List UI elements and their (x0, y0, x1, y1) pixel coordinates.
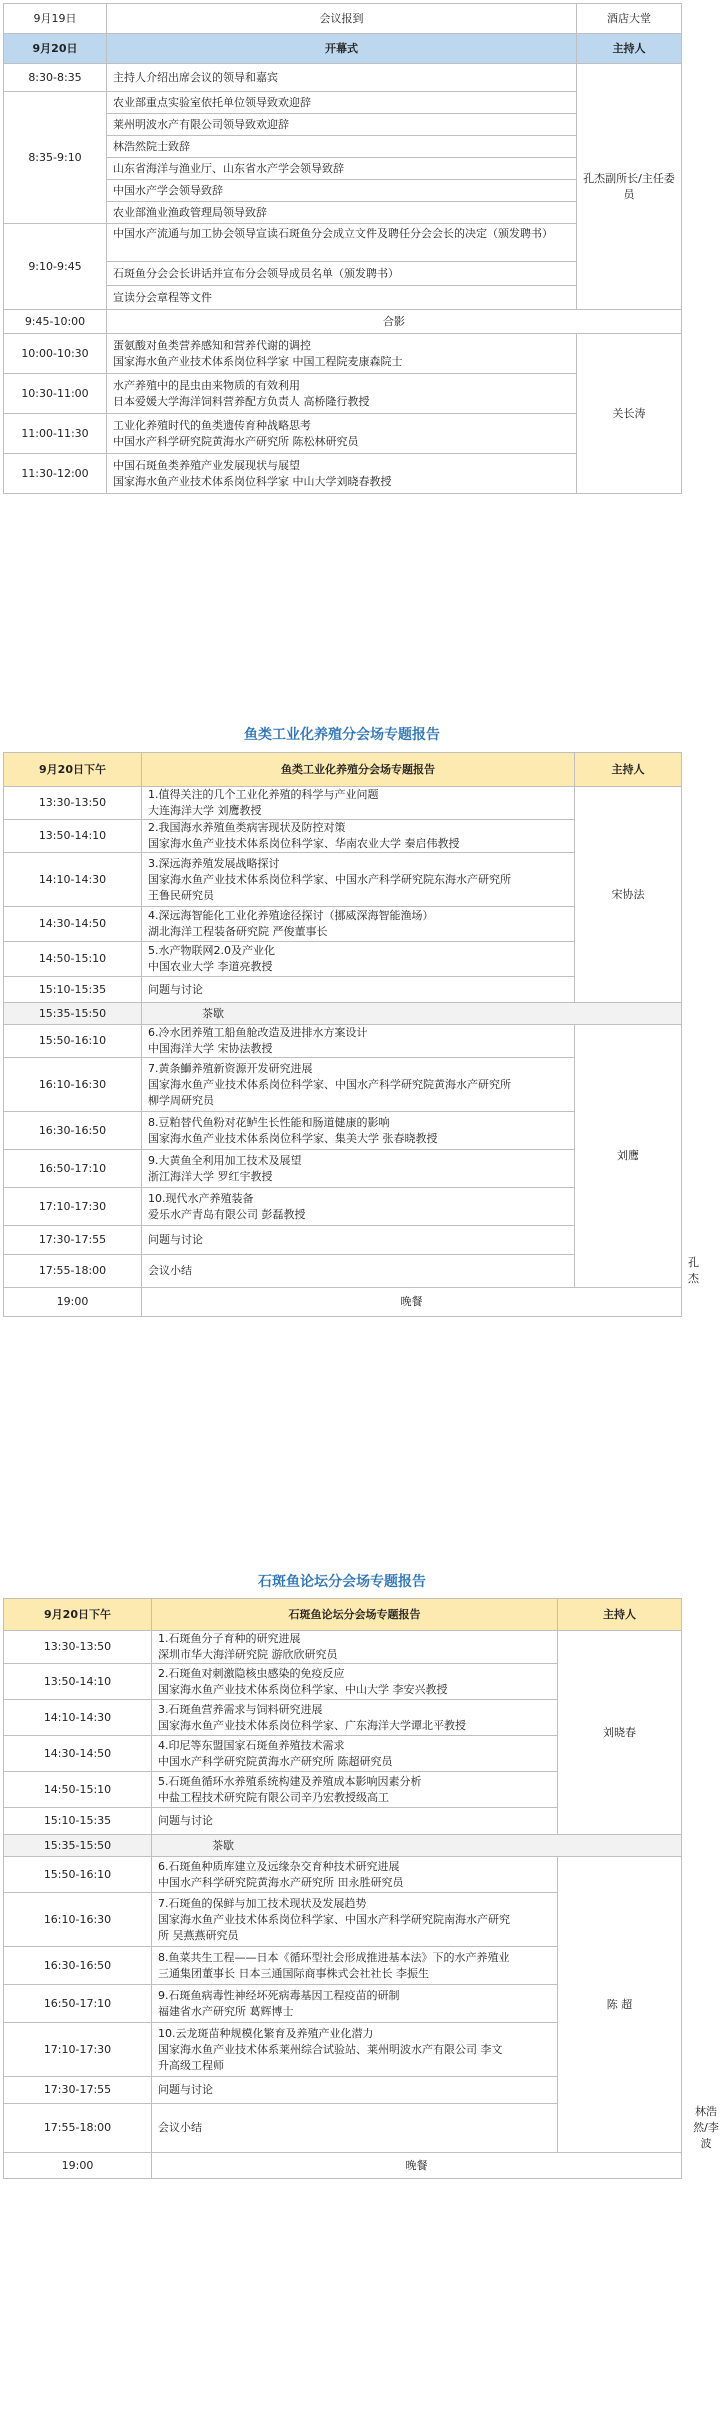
content-cell (152, 1893, 558, 1947)
talk-title: 工业化养殖时代的鱼类遗传育种战略思考 (113, 418, 311, 432)
talk-title: 2.石斑鱼对刺激隐核虫感染的免疫反应 (158, 1666, 345, 1680)
content-cell (142, 853, 575, 907)
speaker: 国家海水鱼产业技术体系岗位科学家、中山大学 李安兴教授 (158, 1682, 448, 1696)
host-cell (558, 1857, 682, 2153)
talk-title: 2.我国海水养殖鱼类病害现状及防控对策 (148, 821, 346, 834)
list-item: 农业部渔业渔政管理局领导致辞 (113, 206, 267, 219)
speaker: 中国水产科学研究院黄海水产研究所 陈松林研究员 (113, 434, 359, 448)
arrival-place: 酒店大堂 (577, 4, 682, 34)
table-row (4, 334, 682, 374)
opening-header-date: 9月20日 (4, 34, 107, 64)
list-item: 石斑鱼分会会长讲话并宣布分会领导成员名单（颁发聘书） (107, 262, 576, 286)
time-cell: 8:35-9:10 (4, 92, 107, 224)
table-row (4, 1835, 682, 1857)
content-cell (142, 787, 575, 820)
time-cell: 15:35-15:50 (4, 1835, 152, 1857)
time-cell: 11:30-12:00 (4, 454, 107, 494)
speaker: 国家海水鱼产业技术体系岗位科学家、中国水产科学研究院南海水产研究 (158, 1912, 510, 1926)
host-cell (577, 334, 682, 494)
talk-title: 4.深远海智能化工业化养殖途径探讨（挪威深海智能渔场） (148, 909, 434, 922)
time-cell: 16:30-16:50 (4, 1112, 142, 1150)
talk-title: 问题与讨论 (158, 1814, 213, 1827)
talk-title: 问题与讨论 (158, 2083, 213, 2096)
host-name: 刘鹰 (617, 1149, 639, 1162)
table-row (4, 1631, 682, 1664)
time-cell: 15:10-15:35 (4, 1808, 152, 1835)
time-cell: 17:55-18:00 (4, 1255, 142, 1288)
content-cell (107, 414, 577, 454)
speaker: 升高级工程师 (158, 2058, 224, 2072)
host-name: 孔杰副所长/主任委员 (583, 171, 675, 201)
host-name: 关长涛 (612, 406, 646, 420)
content-cell (152, 1857, 558, 1893)
talk-title: 5.石斑鱼循环水养殖系统构建及养殖成本影响因素分析 (158, 1774, 422, 1788)
arrival-row (4, 4, 682, 34)
time-cell: 16:10-16:30 (4, 1893, 152, 1947)
content-cell (107, 454, 577, 494)
speaker: 三通集团董事长 日本三通国际商事株式会社社长 李振生 (158, 1966, 429, 1980)
talk-title: 1.石斑鱼分子育种的研究进展 (158, 1632, 301, 1645)
talk-title: 9.大黄鱼全利用加工技术及展望 (148, 1153, 302, 1167)
time-cell: 10:00-10:30 (4, 334, 107, 374)
talk-title: 茶歇 (212, 1838, 234, 1852)
header-title: 石斑鱼论坛分会场专题报告 (152, 1599, 558, 1631)
speaker: 爱乐水产青岛有限公司 彭磊教授 (148, 1207, 306, 1221)
content-cell (152, 2023, 558, 2077)
talk-title: 晚餐 (405, 2158, 428, 2172)
opening-header-title: 开幕式 (107, 34, 577, 64)
speaker: 深圳市华大海洋研究院 游欣欣研究员 (158, 1648, 338, 1661)
table-row (4, 310, 682, 334)
content-cell (152, 1772, 558, 1808)
speaker: 浙江海洋大学 罗红宇教授 (148, 1169, 273, 1183)
time-cell: 14:30-14:50 (4, 907, 142, 942)
talk-title: 茶歇 (202, 1006, 224, 1020)
time-cell: 14:10-14:30 (4, 853, 142, 907)
talk-title: 10.云龙斑苗种规模化繁育及养殖产业化潜力 (158, 2026, 374, 2040)
content-cell (142, 1288, 682, 1317)
time-cell: 16:30-16:50 (4, 1947, 152, 1985)
talk-title: 10.现代水产养殖装备 (148, 1191, 254, 1205)
content-cell (107, 374, 577, 414)
speaker: 中国水产科学研究院黄海水产研究所 陈超研究员 (158, 1754, 393, 1768)
list-item: 农业部重点实验室依托单位领导致欢迎辞 (107, 92, 576, 114)
content-cell (142, 942, 575, 977)
speaker: 国家海水鱼产业技术体系岗位科学家 中山大学刘晓春教授 (113, 474, 392, 488)
content-cell (142, 1255, 575, 1288)
grouper-session-table (3, 1598, 719, 2179)
header-date: 9月20日下午 (4, 1599, 152, 1631)
content-cell (142, 1003, 682, 1025)
time-cell: 15:35-15:50 (4, 1003, 142, 1025)
time-cell: 17:30-17:55 (4, 1226, 142, 1255)
opening-header-row (4, 34, 682, 64)
speaker: 国家海水鱼产业技术体系岗位科学家、集美大学 张春晓教授 (148, 1131, 438, 1145)
grouper-header-row (4, 1599, 682, 1631)
host-name: 刘晓春 (603, 1725, 636, 1739)
speaker: 国家海水鱼产业技术体系岗位科学家、华南农业大学 秦启伟教授 (148, 837, 460, 850)
talk-title: 5.水产物联网2.0及产业化 (148, 944, 275, 957)
content-cell (142, 907, 575, 942)
speaker: 国家海水鱼产业技术体系莱州综合试验站、莱州明波水产有限公司 李文 (158, 2042, 503, 2056)
talk-title: 会议小结 (148, 1264, 192, 1277)
content-cell (107, 92, 577, 224)
talk-title: 问题与讨论 (148, 982, 203, 996)
content-cell (152, 1631, 558, 1664)
host-cell (558, 1631, 682, 1835)
content-cell (142, 1150, 575, 1188)
opening-schedule-table (3, 3, 682, 494)
time-cell: 15:50-16:10 (4, 1857, 152, 1893)
time-cell: 15:10-15:35 (4, 977, 142, 1003)
content-cell (152, 1985, 558, 2023)
header-date: 9月20日下午 (4, 753, 142, 787)
content-cell (152, 1808, 558, 1835)
host-name: 宋协法 (611, 887, 645, 901)
list-item: 中国水产流通与加工协会领导宣读石斑鱼分会成立文件及聘任分会会长的决定（颁发聘书） (107, 224, 576, 262)
speaker: 所 吴燕燕研究员 (158, 1928, 239, 1942)
talk-title: 7.黄条鰤养殖新资源开发研究进展 (148, 1061, 313, 1075)
time-cell: 14:50-15:10 (4, 1772, 152, 1808)
list-item: 莱州明波水产有限公司领导致欢迎辞 (107, 114, 576, 136)
talk-title: 1.值得关注的几个工业化养殖的科学与产业问题 (148, 788, 379, 801)
opening-header-host: 主持人 (577, 34, 682, 64)
content-cell (142, 1188, 575, 1226)
list-item: 中国水产学会领导致辞 (107, 180, 576, 202)
talk-title: 8.鱼菜共生工程——日本《循环型社会形成推进基本法》下的水产养殖业 (158, 1950, 510, 1964)
speaker: 中盐工程技术研究院有限公司辛乃宏教授级高工 (158, 1790, 389, 1804)
content-cell (142, 1025, 575, 1058)
speaker: 大连海洋大学 刘鹰教授 (148, 804, 262, 817)
content-cell (107, 224, 577, 310)
time-cell: 17:10-17:30 (4, 2023, 152, 2077)
arrival-date: 9月19日 (4, 4, 107, 34)
table-row (4, 1025, 682, 1058)
time-cell: 16:10-16:30 (4, 1058, 142, 1112)
content-cell (142, 977, 575, 1003)
content-cell (142, 1058, 575, 1112)
time-cell: 9:10-9:45 (4, 224, 107, 310)
speaker: 国家海水鱼产业技术体系岗位科学家、广东海洋大学谭北平教授 (158, 1718, 466, 1732)
talk-title: 问题与讨论 (148, 1233, 203, 1246)
content-cell (142, 820, 575, 853)
content-cell: 合影 (107, 310, 682, 334)
time-cell: 17:10-17:30 (4, 1188, 142, 1226)
content-cell (152, 1947, 558, 1985)
talk-title: 6.石斑鱼种质库建立及远缘杂交育种技术研究进展 (158, 1859, 400, 1873)
talk-title: 7.石斑鱼的保鲜与加工技术现状及发展趋势 (158, 1896, 367, 1910)
talk-title: 晚餐 (400, 1295, 423, 1308)
talk-title: 蛋氨酸对鱼类营养感知和营养代谢的调控 (113, 338, 311, 352)
header-host: 主持人 (558, 1599, 682, 1631)
time-cell: 15:50-16:10 (4, 1025, 142, 1058)
time-cell: 13:50-14:10 (4, 820, 142, 853)
content-cell (152, 1835, 682, 1857)
time-cell: 8:30-8:35 (4, 64, 107, 92)
speaker: 国家海水鱼产业技术体系岗位科学家、中国水产科学研究院黄海水产研究所 (148, 1077, 511, 1091)
arrival-title: 会议报到 (107, 4, 577, 34)
content-cell (152, 1700, 558, 1736)
header-host: 主持人 (575, 753, 682, 787)
content-cell (152, 1736, 558, 1772)
talk-title: 水产养殖中的昆虫由来物质的有效利用 (113, 378, 300, 392)
table-row (4, 1857, 682, 1893)
content-cell (152, 2153, 682, 2179)
speaker: 中国农业大学 李道亮教授 (148, 960, 273, 973)
time-cell: 16:50-17:10 (4, 1150, 142, 1188)
speaker: 王鲁民研究员 (148, 888, 214, 902)
time-cell: 19:00 (4, 2153, 152, 2179)
time-cell: 14:50-15:10 (4, 942, 142, 977)
speaker: 福建省水产研究所 葛辉博士 (158, 2004, 294, 2018)
time-cell: 16:50-17:10 (4, 1985, 152, 2023)
speaker: 国家海水鱼产业技术体系岗位科学家 中国工程院麦康森院士 (113, 354, 403, 368)
table-row (4, 2153, 682, 2179)
host-name: 孔杰 (688, 1256, 699, 1285)
talk-title: 3.石斑鱼营养需求与饲料研究进展 (158, 1702, 323, 1716)
time-cell: 10:30-11:00 (4, 374, 107, 414)
content-cell (107, 334, 577, 374)
list-item: 宣读分会章程等文件 (113, 291, 212, 304)
content-cell (142, 1112, 575, 1150)
time-cell: 13:30-13:50 (4, 1631, 152, 1664)
time-cell: 13:50-14:10 (4, 1664, 152, 1700)
content-cell (142, 1226, 575, 1255)
table-row (4, 1288, 682, 1317)
talk-title: 4.印尼等东盟国家石斑鱼养殖技术需求 (158, 1738, 345, 1752)
speaker: 中国水产科学研究院黄海水产研究所 田永胜研究员 (158, 1875, 404, 1889)
talk-title: 6.冷水团养殖工船鱼舱改造及进排水方案设计 (148, 1026, 368, 1039)
speaker: 日本爱媛大学海洋饲料营养配方负责人 高桥隆行教授 (113, 394, 370, 408)
industrial-session-table (3, 752, 699, 1317)
host-cell (577, 64, 682, 310)
time-cell: 19:00 (4, 1288, 142, 1317)
speaker: 柳学周研究员 (148, 1093, 214, 1107)
time-cell: 13:30-13:50 (4, 787, 142, 820)
list-item: 林浩然院士致辞 (107, 136, 576, 158)
content-cell (152, 2104, 558, 2153)
section-title-industrial: 鱼类工业化养殖分会场专题报告 (244, 727, 440, 743)
talk-title: 中国石斑鱼类养殖产业发展现状与展望 (113, 458, 300, 472)
host-name: 陈 超 (606, 1997, 633, 2011)
content-cell (152, 1664, 558, 1700)
host-cell (575, 1025, 682, 1288)
talk-title: 3.深远海养殖发展战略探讨 (148, 856, 280, 870)
talk-title: 8.豆粕替代鱼粉对花鲈生长性能和肠道健康的影响 (148, 1115, 390, 1129)
speaker: 湖北海洋工程装备研究院 严俊董事长 (148, 925, 328, 938)
header-title: 鱼类工业化养殖分会场专题报告 (142, 753, 575, 787)
list-item: 山东省海洋与渔业厅、山东省水产学会领导致辞 (107, 158, 576, 180)
time-cell: 14:30-14:50 (4, 1736, 152, 1772)
table-row (4, 64, 682, 92)
content-cell: 主持人介绍出席会议的领导和嘉宾 (107, 64, 577, 92)
host-name: 林浩然/李波 (693, 2105, 719, 2150)
time-cell: 17:55-18:00 (4, 2104, 152, 2153)
time-cell: 17:30-17:55 (4, 2077, 152, 2104)
industrial-header-row (4, 753, 682, 787)
table-row (4, 1003, 682, 1025)
time-cell: 14:10-14:30 (4, 1700, 152, 1736)
talk-title: 会议小结 (158, 2121, 202, 2134)
content-cell (152, 2077, 558, 2104)
talk-title: 9.石斑鱼病毒性神经坏死病毒基因工程疫苗的研制 (158, 1988, 400, 2002)
time-cell: 11:00-11:30 (4, 414, 107, 454)
section-title-grouper: 石斑鱼论坛分会场专题报告 (258, 1574, 426, 1590)
speaker: 中国海洋大学 宋协法教授 (148, 1042, 273, 1055)
host-cell (575, 787, 682, 1003)
table-row (4, 787, 682, 820)
speaker: 国家海水鱼产业技术体系岗位科学家、中国水产科学研究院东海水产研究所 (148, 872, 511, 886)
time-cell: 9:45-10:00 (4, 310, 107, 334)
